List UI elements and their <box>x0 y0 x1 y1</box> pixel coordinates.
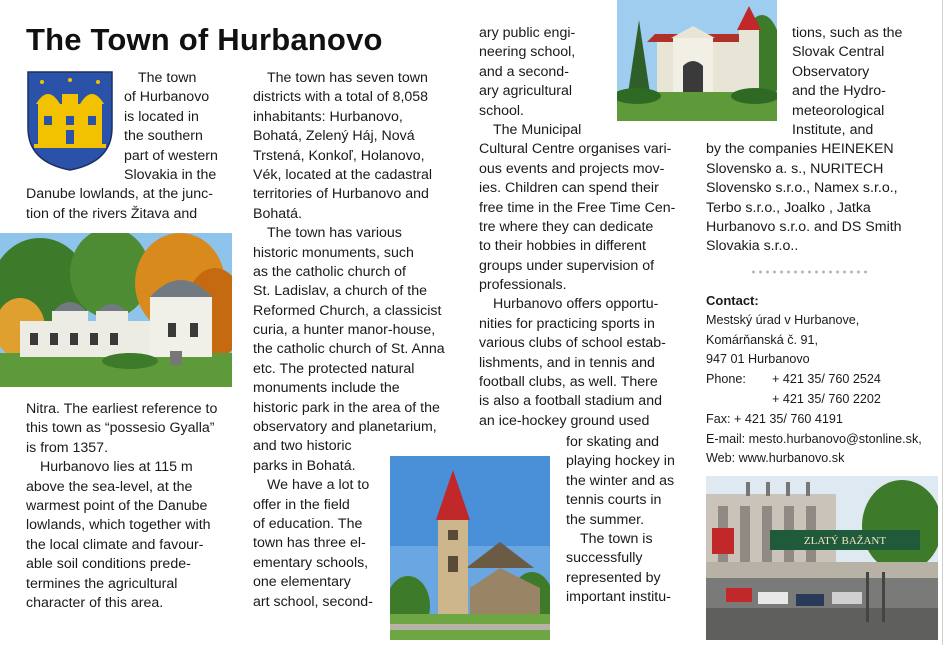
text-line: offer in the field <box>253 496 350 513</box>
contact-city: 947 01 Hurbanovo <box>706 352 810 367</box>
text-line: by the companies HEINEKEN <box>706 141 894 158</box>
observatory-photo <box>0 233 232 387</box>
text-line: Slovensko a. s., NURITECH <box>706 160 884 177</box>
text-line: Bohatá, Zelený Háj, Nová <box>253 128 415 145</box>
text-line: ementary schools, <box>253 554 369 571</box>
text-line: the southern <box>124 128 203 145</box>
text-line: ary public engi- <box>479 25 576 41</box>
text-line: termines the agricultural <box>26 575 178 592</box>
text-line: neering school, <box>479 44 576 61</box>
text-line: Slovak Central <box>792 44 885 61</box>
text-line: part of western <box>124 147 218 164</box>
text-line: Slovakia s.r.o.. <box>706 238 799 255</box>
text-line: Reformed Church, a classicist <box>253 302 442 319</box>
contact-block <box>706 291 922 469</box>
text-line: curia, a hunter manor-house, <box>253 322 436 339</box>
text-line: etc. The protected natural <box>253 360 415 377</box>
contact-email: E-mail: mesto.hurbanovo@stonline.sk, <box>706 431 922 446</box>
col4-text <box>706 24 902 257</box>
text-line: lowlands, which together with <box>26 517 211 534</box>
text-line: to their hobbies in different <box>479 238 646 255</box>
col1-intro-text <box>26 69 218 224</box>
text-line: historic park in the area of the <box>253 399 440 416</box>
brewery-photo <box>706 476 938 640</box>
text-line: Bohatá. <box>253 205 302 222</box>
text-line: inhabitants: Hurbanovo, <box>253 108 403 125</box>
text-line: art school, second- <box>253 593 373 610</box>
text-line: is also a football stadium and <box>479 393 662 410</box>
text-line: character of this area. <box>26 594 164 611</box>
text-line: tennis courts in <box>566 492 662 509</box>
text-line: lishments, and in tennis and <box>479 354 655 371</box>
text-line: and a second- <box>479 63 569 80</box>
text-line: Hurbanovo lies at 115 m <box>40 459 193 476</box>
contact-heading: Contact: <box>706 293 759 308</box>
contact-fax: Fax: + 421 35/ 760 4191 <box>706 411 843 426</box>
text-line: Slovakia in the <box>124 166 217 183</box>
contact-phone-row-2 <box>706 390 922 410</box>
text-line: The Municipal <box>493 121 582 138</box>
text-line: territories of Hurbanovo and <box>253 186 429 203</box>
text-line: above the sea-level, at the <box>26 478 193 495</box>
text-line: Cultural Centre organises vari- <box>479 141 672 158</box>
text-line: Terbo s.r.o., Joalko , Jatka <box>706 199 871 216</box>
text-line: meteorological <box>792 102 885 119</box>
text-line: Slovensko s.r.o., Namex s.r.o., <box>706 180 898 197</box>
church-photo <box>390 456 550 640</box>
text-line: St. Ladislav, a church of the <box>253 283 428 300</box>
contact-web: Web: www.hurbanovo.sk <box>706 451 845 466</box>
contact-street: Komárňanská č. 91, <box>706 332 819 347</box>
text-line: school. <box>479 102 524 119</box>
text-line: tions, such as the <box>792 25 903 41</box>
text-line: Danube lowlands, at the junc- <box>26 186 213 203</box>
contact-office: Mestský úrad v Hurbanove, <box>706 312 860 327</box>
text-line: the local climate and favour- <box>26 536 204 553</box>
text-line: professionals. <box>479 277 567 294</box>
text-line: the catholic church of St. Anna <box>253 341 445 358</box>
text-line: ous events and projects mov- <box>479 160 665 177</box>
col3-sports-text <box>566 433 675 608</box>
col1-history-text <box>26 400 217 613</box>
text-line: The town has seven town <box>267 70 428 86</box>
text-line: historic monuments, such <box>253 244 414 261</box>
text-line: various clubs of school estab- <box>479 335 666 352</box>
text-line: of Hurbanovo <box>124 89 210 106</box>
phone-label: Phone: <box>706 372 746 387</box>
text-line: We have a lot to <box>267 477 370 494</box>
text-line: Hurbanovo s.r.o. and DS Smith <box>706 218 902 235</box>
text-line: monuments include the <box>253 380 400 397</box>
text-line: districts with a total of 8,058 <box>253 89 429 106</box>
text-line: an ice-hockey ground used <box>479 412 650 429</box>
contact-phone-row <box>706 370 922 390</box>
dotted-divider <box>750 269 870 275</box>
phone-number-2: + 421 35/ 760 2202 <box>772 391 881 406</box>
text-line: ies. Children can spend their <box>479 180 659 197</box>
text-line: Hurbanovo offers opportu- <box>493 296 659 313</box>
text-line: for skating and <box>566 434 660 450</box>
text-line: represented by <box>566 569 661 586</box>
text-line: Institute, and <box>792 121 874 138</box>
text-line: observatory and planetarium, <box>253 419 437 436</box>
text-line: The town <box>138 70 197 86</box>
text-line: Trstená, Konkoľ, Holanovo, <box>253 147 425 164</box>
text-line: of education. The <box>253 515 363 532</box>
text-line: as the catholic church of <box>253 263 406 280</box>
text-line: successfully <box>566 550 643 567</box>
text-line: free time in the Free Time Cen- <box>479 199 676 216</box>
text-line: The town has various <box>267 225 402 242</box>
text-line: and the Hydro- <box>792 83 886 100</box>
text-line: groups under supervision of <box>479 257 655 274</box>
text-line: important institu- <box>566 589 671 606</box>
text-line: town has three el- <box>253 535 366 552</box>
page-title: The Town of Hurbanovo <box>26 22 383 57</box>
text-line: Vék, located at the cadastral <box>253 166 433 183</box>
text-line: is located in <box>124 108 199 125</box>
text-line: is from 1357. <box>26 439 109 456</box>
text-line: warmest point of the Danube <box>26 497 208 514</box>
phone-number-1: + 421 35/ 760 2524 <box>772 372 881 387</box>
text-line: Observatory <box>792 63 870 80</box>
text-line: The town is <box>580 530 653 547</box>
text-line: tion of the rivers Žitava and <box>26 205 198 222</box>
text-line: parks in Bohatá. <box>253 457 356 474</box>
text-line: playing hockey in <box>566 453 675 470</box>
text-line: ary agricultural <box>479 83 573 100</box>
text-line: this town as “possesio Gyalla” <box>26 420 215 437</box>
text-line: tre where they can dedicate <box>479 218 654 235</box>
text-line: able soil conditions prede- <box>26 556 191 573</box>
text-line: and two historic <box>253 438 352 455</box>
brewery-sign: ZLATÝ BAŽANT <box>803 535 887 547</box>
text-line: one elementary <box>253 574 351 591</box>
text-line: the winter and as <box>566 472 675 489</box>
text-line: the summer. <box>566 511 645 528</box>
text-line: football clubs, as well. There <box>479 374 658 391</box>
text-line: nities for practicing sports in <box>479 315 655 332</box>
text-line: Nitra. The earliest reference to <box>26 401 218 417</box>
